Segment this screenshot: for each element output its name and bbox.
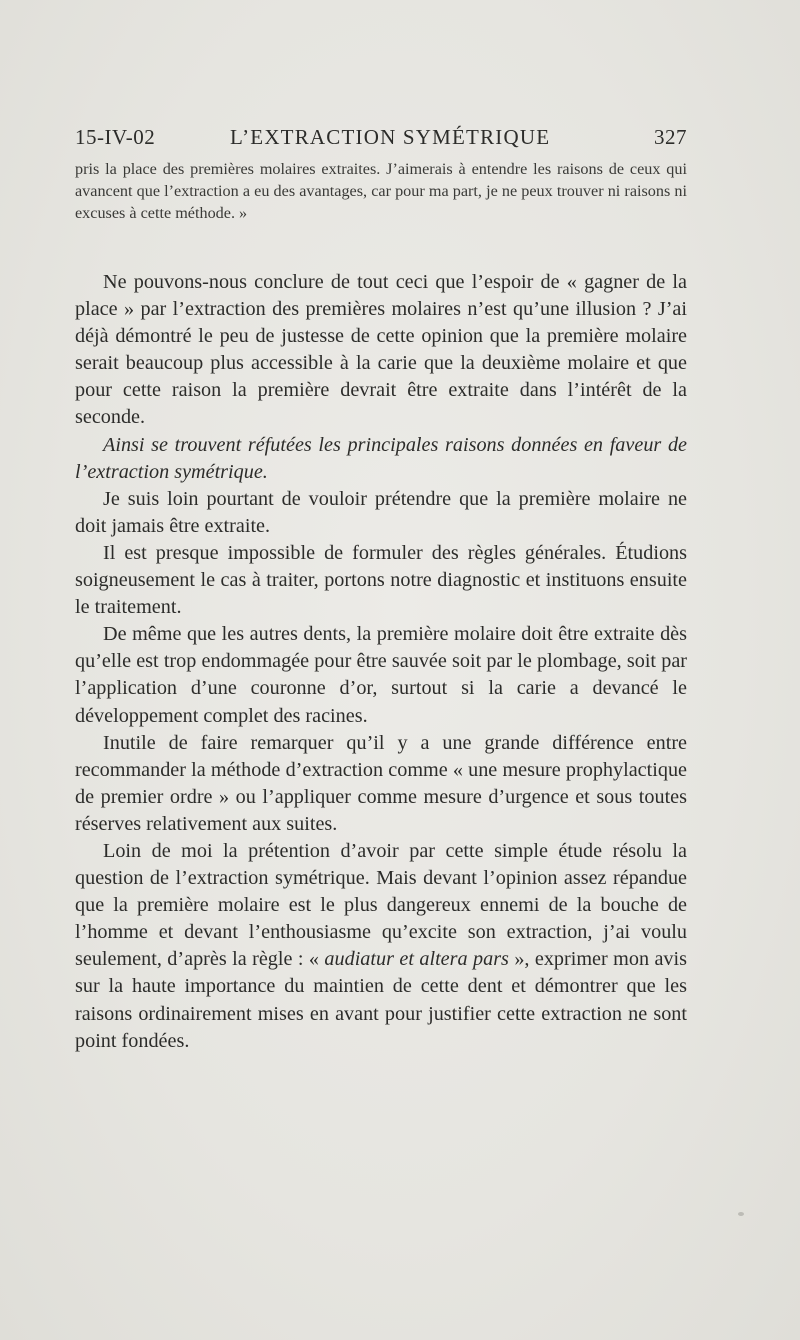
closing-text-after: », exprimer mon avis sur la haute importance du maintien de cette dent et démontrer que les raisons ordinairement mises en avant pour justifier cette extraction ne sont point fondées.	[75, 948, 687, 1052]
body-text	[75, 269, 687, 1055]
latin-maxim: audiatur et altera pars	[324, 948, 509, 971]
paragraph-difference: Inutile de faire remarquer qu’il y a une grande différence entre recommander la méthode d’extraction comme « une mesure prophylactique de premier ordre » ou l’appliquer comme mesure d’urgence et sous toutes réserves relativement aux suites.	[75, 731, 687, 835]
paragraph-closing	[75, 838, 687, 1055]
paragraph-refutation	[75, 432, 687, 486]
italic-refutation: Ainsi se trouvent réfutées les principales raisons données en faveur de l’extraction symétrique.	[75, 433, 687, 483]
closing-text-before: Loin de moi la prétention d’avoir par cette simple étude résolu la question de l’extraction symétrique. Mais devant l’opinion assez répandue que la première molaire est le plus dangereux ennemi de la bouche de l’homme et devant l’enthousiasme qu’excite son extraction, j’ai voulu seulement, d’après la règle : «	[75, 839, 687, 971]
quote-text: pris la place des premières molaires extraites. J’aimerais à entendre les raisons de ceux qui avancent que l’extraction a eu des avantages, car pour ma part, je ne peux trouver ni raisons ni excuses à cette méthode. »	[75, 160, 687, 223]
paragraph-conclusion: Ne pouvons-nous conclure de tout ceci que l’espoir de « gagner de la place » par l’extraction des premières molaires n’est qu’une illusion ? J’ai déjà démontré le peu de justesse de cette opinion que la première molaire serait beaucoup plus accessible à la carie que la deuxième molaire et que pour cette raison la première devrait être extraite dans l’intérêt de la seconde.	[75, 271, 687, 429]
paragraph-rules: Il est presque impossible de formuler des règles générales. Étudions soigneusement le cas à traiter, portons notre diagnostic et instituons ensuite le traitement.	[75, 541, 687, 619]
header-date: 15-IV-02	[75, 125, 156, 149]
paper-speck	[738, 1212, 744, 1216]
paragraph-extraction-when: De même que les autres dents, la première molaire doit être extraite dès qu’elle est trop endommagée pour être sauvée soit par le plombage, soit par l’application d’une couronne d’or, surtout si la carie a devancé le développement complet des racines.	[75, 623, 687, 727]
page-number: 327	[654, 125, 687, 149]
paragraph-not-never: Je suis loin pourtant de vouloir prétendre que la première molaire ne doit jamais être extraite.	[75, 487, 687, 537]
header-title: L’EXTRACTION SYMÉTRIQUE	[230, 125, 551, 149]
running-head	[75, 125, 687, 155]
quoted-passage	[75, 158, 687, 225]
